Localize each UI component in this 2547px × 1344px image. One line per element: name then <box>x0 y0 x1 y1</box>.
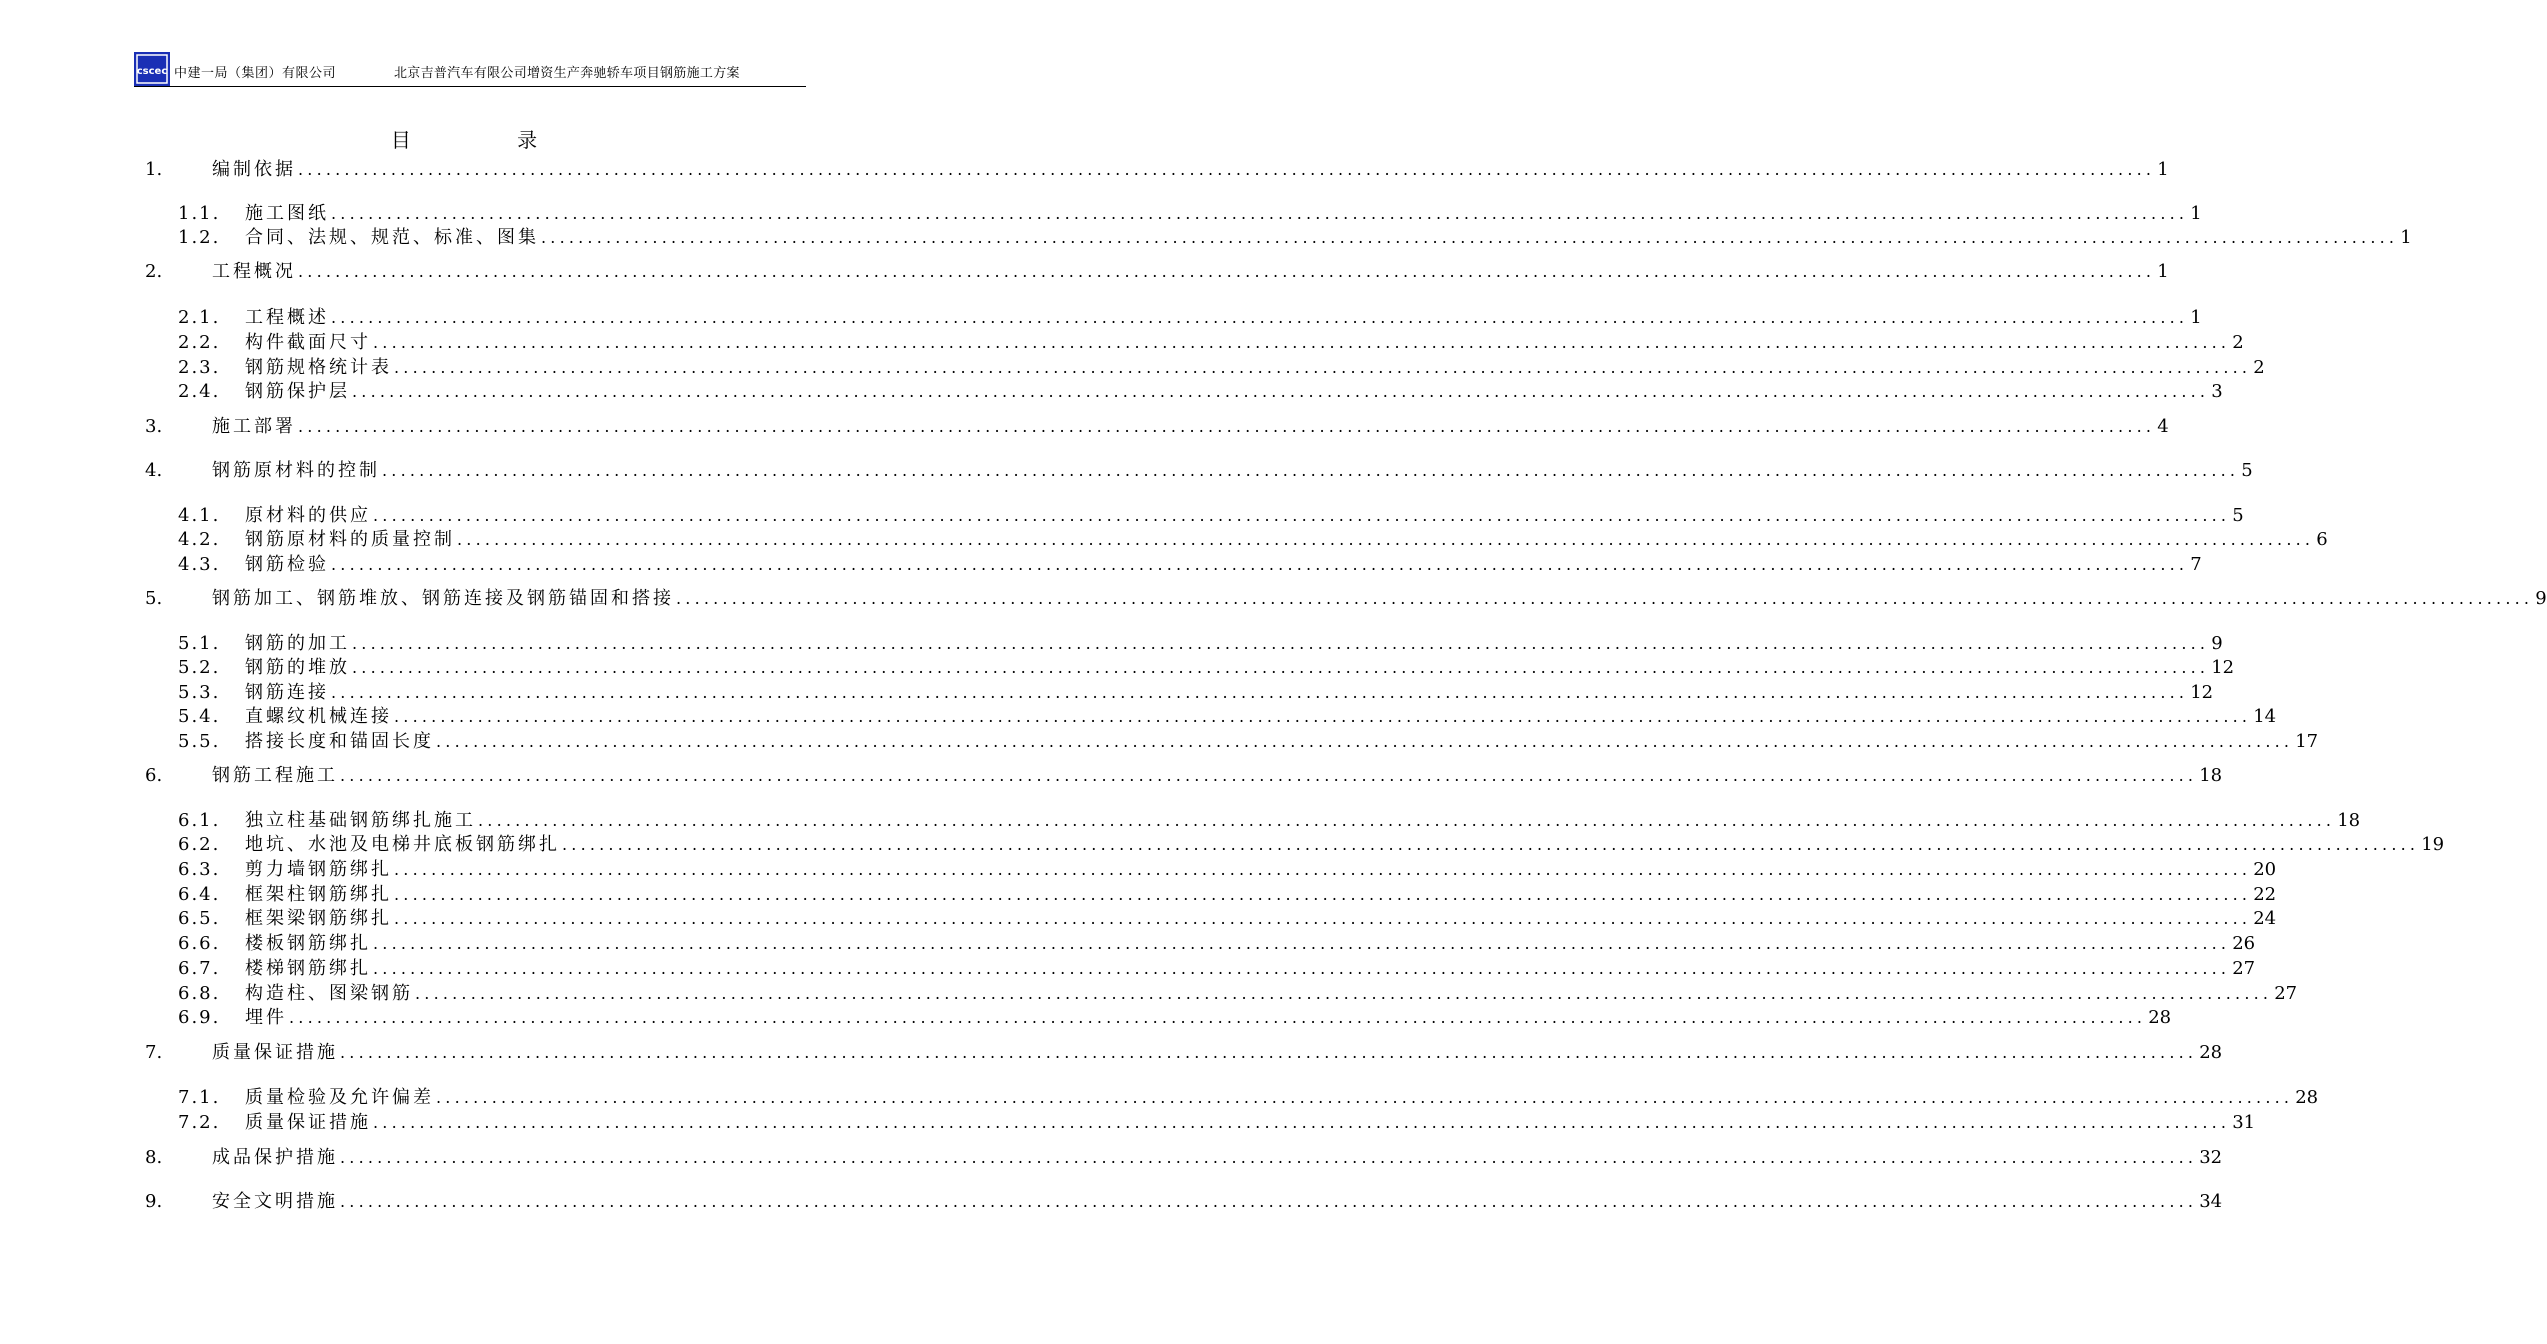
toc-entry-label: 钢筋原材料的质量控制 <box>245 529 455 550</box>
toc-entry-label: 钢筋的堆放 <box>245 657 350 678</box>
toc-entry-page: 20 <box>2253 859 2277 880</box>
toc-entry-number: 6.7. <box>178 958 221 979</box>
toc-leader-dots: ........................................................................................................................................................................................................ <box>436 732 2294 751</box>
toc-entry-page: 1 <box>2157 261 2169 282</box>
toc-leader-dots: ........................................................................................................................................................................................................ <box>298 262 2156 281</box>
toc-entry-number: 6.2. <box>178 834 221 855</box>
toc-leader-dots: ........................................................................................................................................................................................................ <box>394 358 2252 377</box>
toc-entry[interactable] <box>145 202 2202 226</box>
toc-entry-label: 钢筋保护层 <box>245 381 350 402</box>
toc-leader-dots: ........................................................................................................................................................................................................ <box>436 1088 2294 1107</box>
toc-entry[interactable] <box>145 764 2223 788</box>
toc-entry-label: 钢筋的加工 <box>245 633 350 654</box>
toc-entry[interactable] <box>145 1086 2319 1110</box>
toc-entry-page: 26 <box>2232 933 2256 954</box>
toc-entry[interactable] <box>145 809 2361 833</box>
toc-leader-dots: ........................................................................................................................................................................................................ <box>352 382 2210 401</box>
toc-leader-dots: ........................................................................................................................................................................................................ <box>415 984 2273 1003</box>
toc-entry-number: 7. <box>145 1042 163 1063</box>
toc-leader-dots: ........................................................................................................................................................................................................ <box>331 204 2189 223</box>
toc-entry-page: 7 <box>2190 554 2202 575</box>
toc-entry-label: 钢筋原材料的控制 <box>212 460 380 481</box>
toc-entry-number: 1.1. <box>178 203 221 224</box>
toc-entry[interactable] <box>145 306 2202 330</box>
toc-entry[interactable] <box>145 587 2547 611</box>
toc-entry[interactable] <box>145 1190 2223 1214</box>
toc-entry-number: 5.5. <box>178 731 221 752</box>
toc-entry[interactable] <box>145 553 2202 577</box>
toc-entry-label: 剪力墙钢筋绑扎 <box>245 859 392 880</box>
toc-entry-page: 31 <box>2232 1112 2256 1133</box>
toc-leader-dots: ........................................................................................................................................................................................................ <box>340 766 2198 785</box>
toc-entry-number: 6.3. <box>178 859 221 880</box>
toc-entry[interactable] <box>145 883 2277 907</box>
toc-leader-dots: ........................................................................................................................................................................................................ <box>289 1008 2147 1027</box>
toc-entry-number: 8. <box>145 1147 163 1168</box>
toc-entry-label: 框架梁钢筋绑扎 <box>245 908 392 929</box>
toc-entry-page: 27 <box>2274 983 2298 1004</box>
toc-entry-number: 6.4. <box>178 884 221 905</box>
toc-entry-label: 独立柱基础钢筋绑扎施工 <box>245 810 476 831</box>
toc-entry[interactable] <box>145 656 2235 680</box>
toc-leader-dots: ........................................................................................................................................................................................................ <box>340 1043 2198 1062</box>
toc-entry-number: 2.4. <box>178 381 221 402</box>
toc-entry-label: 施工部署 <box>212 416 296 437</box>
toc-entry-page: 5 <box>2232 505 2244 526</box>
page-header <box>134 52 806 87</box>
toc-leader-dots: ........................................................................................................................................................................................................ <box>340 1192 2198 1211</box>
toc-entry-page: 19 <box>2421 834 2445 855</box>
toc-entry-number: 5. <box>145 588 163 609</box>
toc-entry-page: 3 <box>2211 381 2223 402</box>
toc-entry-label: 钢筋检验 <box>245 554 329 575</box>
toc-title: 目 录 <box>390 128 588 152</box>
toc-entry[interactable] <box>145 681 2214 705</box>
toc-entry[interactable] <box>145 1111 2256 1135</box>
toc-entry-page: 28 <box>2295 1087 2319 1108</box>
toc-leader-dots: ........................................................................................................................................................................................................ <box>352 658 2210 677</box>
toc-entry-label: 成品保护措施 <box>212 1147 338 1168</box>
toc-entry[interactable] <box>145 932 2256 956</box>
toc-entry[interactable] <box>145 459 2253 483</box>
toc-entry-label: 钢筋规格统计表 <box>245 357 392 378</box>
toc-entry-page: 32 <box>2199 1147 2223 1168</box>
toc-entry-page: 6 <box>2316 529 2328 550</box>
toc-entry-number: 3. <box>145 416 163 437</box>
toc-entry-page: 12 <box>2211 657 2235 678</box>
toc-entry-page: 28 <box>2148 1007 2172 1028</box>
toc-entry[interactable] <box>145 528 2328 552</box>
toc-entry[interactable] <box>145 632 2223 656</box>
toc-entry-label: 构件截面尺寸 <box>245 332 371 353</box>
toc-entry-page: 12 <box>2190 682 2214 703</box>
toc-entry[interactable] <box>145 158 2169 182</box>
toc-entry-label: 工程概述 <box>245 307 329 328</box>
toc-entry-page: 27 <box>2232 958 2256 979</box>
toc-entry-page: 2 <box>2253 357 2265 378</box>
toc-entry-page: 9 <box>2535 588 2547 609</box>
toc-entry-label: 原材料的供应 <box>245 505 371 526</box>
toc-entry-label: 埋件 <box>245 1007 287 1028</box>
toc-entry-label: 钢筋工程施工 <box>212 765 338 786</box>
toc-entry-number: 5.3. <box>178 682 221 703</box>
toc-entry-label: 质量保证措施 <box>212 1042 338 1063</box>
toc-entry[interactable] <box>145 380 2223 404</box>
toc-entry-number: 2. <box>145 261 163 282</box>
toc-leader-dots: ........................................................................................................................................................................................................ <box>298 160 2156 179</box>
toc-entry-page: 1 <box>2157 159 2169 180</box>
toc-entry[interactable] <box>145 226 2412 250</box>
toc-entry-label: 构造柱、图梁钢筋 <box>245 983 413 1004</box>
toc-leader-dots: ........................................................................................................................................................................................................ <box>373 934 2231 953</box>
toc-leader-dots: ........................................................................................................................................................................................................ <box>676 589 2534 608</box>
toc-leader-dots: ........................................................................................................................................................................................................ <box>331 308 2189 327</box>
toc-leader-dots: ........................................................................................................................................................................................................ <box>457 530 2315 549</box>
toc-leader-dots: ........................................................................................................................................................................................................ <box>298 417 2156 436</box>
toc-entry-number: 6.8. <box>178 983 221 1004</box>
toc-entry-page: 28 <box>2199 1042 2223 1063</box>
toc-leader-dots: ........................................................................................................................................................................................................ <box>541 228 2399 247</box>
toc-entry-page: 17 <box>2295 731 2319 752</box>
toc-entry[interactable] <box>145 907 2277 931</box>
toc-entry-number: 2.3. <box>178 357 221 378</box>
toc-entry-number: 6. <box>145 765 163 786</box>
toc-entry-label: 施工图纸 <box>245 203 329 224</box>
toc-leader-dots: ........................................................................................................................................................................................................ <box>562 835 2420 854</box>
toc-entry-number: 1. <box>145 159 163 180</box>
toc-entry[interactable] <box>145 1146 2223 1170</box>
toc-entry-number: 2.2. <box>178 332 221 353</box>
toc-entry[interactable] <box>145 730 2319 754</box>
toc-leader-dots: ........................................................................................................................................................................................................ <box>382 461 2240 480</box>
toc-leader-dots: ........................................................................................................................................................................................................ <box>394 909 2252 928</box>
toc-entry-label: 工程概况 <box>212 261 296 282</box>
toc-entry-label: 安全文明措施 <box>212 1191 338 1212</box>
company-logo <box>134 52 170 86</box>
toc-entry-page: 34 <box>2199 1191 2223 1212</box>
toc-entry-number: 6.6. <box>178 933 221 954</box>
toc-entry-page: 18 <box>2199 765 2223 786</box>
toc-entry-page: 4 <box>2157 416 2169 437</box>
toc-leader-dots: ........................................................................................................................................................................................................ <box>352 634 2210 653</box>
toc-entry-label: 框架柱钢筋绑扎 <box>245 884 392 905</box>
logo-text: cscec <box>136 66 168 77</box>
toc-entry-label: 楼梯钢筋绑扎 <box>245 958 371 979</box>
toc-entry[interactable] <box>145 415 2169 439</box>
toc-entry-label: 地坑、水池及电梯井底板钢筋绑扎 <box>245 834 560 855</box>
toc-entry-page: 24 <box>2253 908 2277 929</box>
toc-entry-label: 钢筋连接 <box>245 682 329 703</box>
toc-leader-dots: ........................................................................................................................................................................................................ <box>394 860 2252 879</box>
toc-entry-page: 1 <box>2190 307 2202 328</box>
toc-leader-dots: ........................................................................................................................................................................................................ <box>340 1148 2198 1167</box>
toc-entry-number: 6.1. <box>178 810 221 831</box>
toc-entry-label: 合同、法规、规范、标准、图集 <box>245 227 539 248</box>
toc-entry-number: 5.4. <box>178 706 221 727</box>
toc-leader-dots: ........................................................................................................................................................................................................ <box>478 811 2336 830</box>
toc-entry-number: 7.2. <box>178 1112 221 1133</box>
toc-entry-page: 1 <box>2190 203 2202 224</box>
toc-entry[interactable] <box>145 504 2244 528</box>
toc-entry-number: 7.1. <box>178 1087 221 1108</box>
toc-entry[interactable] <box>145 1041 2223 1065</box>
toc-entry-number: 1.2. <box>178 227 221 248</box>
toc-leader-dots: ........................................................................................................................................................................................................ <box>331 555 2189 574</box>
toc-leader-dots: ........................................................................................................................................................................................................ <box>373 333 2231 352</box>
toc-entry-label: 质量保证措施 <box>245 1112 371 1133</box>
toc-entry-page: 14 <box>2253 706 2277 727</box>
toc-entry[interactable] <box>145 833 2445 857</box>
toc-entry-number: 5.1. <box>178 633 221 654</box>
toc-entry-label: 钢筋加工、钢筋堆放、钢筋连接及钢筋锚固和搭接 <box>212 588 674 609</box>
toc-entry[interactable] <box>145 356 2265 380</box>
toc-entry-label: 搭接长度和锚固长度 <box>245 731 434 752</box>
toc-leader-dots: ........................................................................................................................................................................................................ <box>373 959 2231 978</box>
toc-entry-number: 4.3. <box>178 554 221 575</box>
toc-entry-page: 22 <box>2253 884 2277 905</box>
toc-entry-label: 楼板钢筋绑扎 <box>245 933 371 954</box>
toc-entry-page: 5 <box>2241 460 2253 481</box>
toc-entry-page: 9 <box>2211 633 2223 654</box>
toc-entry-page: 1 <box>2400 227 2412 248</box>
toc-entry[interactable] <box>145 260 2169 284</box>
toc-entry-number: 6.9. <box>178 1007 221 1028</box>
toc-entry-number: 5.2. <box>178 657 221 678</box>
company-name: 中建一局（集团）有限公司 <box>174 66 337 81</box>
toc-entry[interactable] <box>145 982 2298 1006</box>
project-title: 北京吉普汽车有限公司增资生产奔驰轿车项目钢筋施工方案 <box>394 66 740 81</box>
toc-entry[interactable] <box>145 858 2277 882</box>
toc-leader-dots: ........................................................................................................................................................................................................ <box>394 707 2252 726</box>
toc-entry-label: 直螺纹机械连接 <box>245 706 392 727</box>
toc-entry[interactable] <box>145 331 2244 355</box>
toc-leader-dots: ........................................................................................................................................................................................................ <box>331 683 2189 702</box>
toc-leader-dots: ........................................................................................................................................................................................................ <box>373 506 2231 525</box>
toc-entry-page: 18 <box>2337 810 2361 831</box>
toc-entry-number: 9. <box>145 1191 163 1212</box>
toc-entry[interactable] <box>145 705 2277 729</box>
toc-entry-number: 4.2. <box>178 529 221 550</box>
toc-entry-label: 编制依据 <box>212 159 296 180</box>
toc-entry-number: 4.1. <box>178 505 221 526</box>
toc-entry[interactable] <box>145 1006 2172 1030</box>
toc-leader-dots: ........................................................................................................................................................................................................ <box>394 885 2252 904</box>
toc-entry-label: 质量检验及允许偏差 <box>245 1087 434 1108</box>
toc-entry-number: 6.5. <box>178 908 221 929</box>
toc-entry-number: 4. <box>145 460 163 481</box>
toc-entry[interactable] <box>145 957 2256 981</box>
toc-entry-number: 2.1. <box>178 307 221 328</box>
toc-leader-dots: ........................................................................................................................................................................................................ <box>373 1113 2231 1132</box>
toc-entry-page: 2 <box>2232 332 2244 353</box>
